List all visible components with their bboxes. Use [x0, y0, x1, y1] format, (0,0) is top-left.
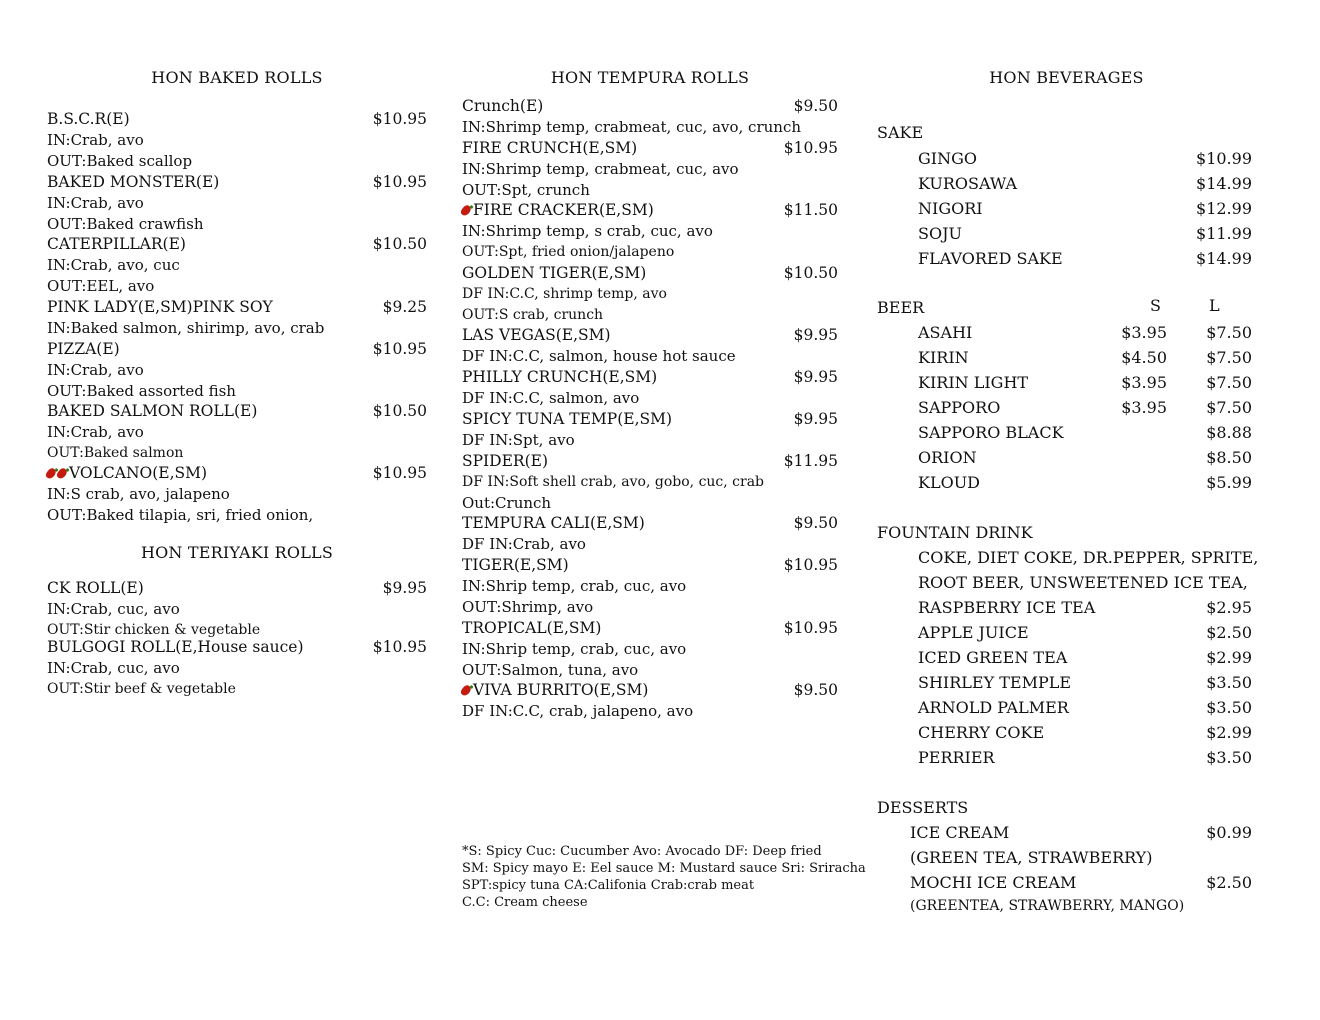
- out-label: OUT:: [47, 506, 87, 524]
- in-label: IN:: [47, 600, 71, 618]
- in-label: IN:: [47, 485, 71, 503]
- item-name: PHILLY CRUNCH: [462, 368, 603, 386]
- item-out: Crunch: [495, 494, 552, 512]
- drink-price-large: $7.50: [1206, 348, 1252, 367]
- sake-item: [877, 196, 1252, 221]
- out-label: OUT:: [47, 681, 84, 697]
- drink-price: $14.99: [1196, 174, 1252, 193]
- item-in: Shrimp temp, crabmeat, cuc, avo: [485, 160, 739, 178]
- drink-price-large: $8.88: [1206, 423, 1252, 442]
- out-label: OUT:: [47, 445, 84, 461]
- item-in: Shrimp temp, crabmeat, cuc, avo, crunch: [485, 118, 802, 136]
- in-label: DF IN:: [462, 535, 513, 553]
- item-price: $9.50: [793, 681, 838, 699]
- item-price: $10.95: [783, 139, 838, 157]
- item-price: $9.25: [382, 298, 427, 316]
- dessert-flavors-text: (GREEN TEA, STRAWBERRY): [910, 848, 1153, 867]
- chili-pepper-icon: [460, 204, 473, 218]
- drink-price: $3.50: [1206, 698, 1252, 717]
- item-out: Baked scallop: [86, 152, 193, 170]
- item-out: Baked salmon: [83, 445, 184, 461]
- drink-price-large: $7.50: [1206, 373, 1252, 392]
- item-tag: (E,SM)PINK SOY: [137, 298, 273, 316]
- item-price: $9.50: [793, 97, 838, 115]
- menu-item-spicy-tuna-temp: [462, 409, 838, 451]
- fountain-item: [877, 720, 1252, 745]
- menu-item-baked-salmon-roll: [47, 401, 427, 464]
- item-price: $10.50: [372, 402, 427, 420]
- in-label: DF IN:: [462, 347, 513, 365]
- item-name: CATERPILLAR: [47, 235, 163, 253]
- item-out: Salmon, tuna, avo: [501, 661, 639, 679]
- menu-item-tropical: [462, 618, 838, 681]
- sake-item: [877, 221, 1252, 246]
- drink-price: $2.99: [1206, 723, 1252, 742]
- menu-item-pizza: [47, 339, 427, 402]
- menu-item-spider: [462, 451, 838, 514]
- menu-item-tiger: [462, 555, 838, 618]
- item-tag: (E): [162, 235, 186, 253]
- item-name: TEMPURA CALI: [462, 514, 591, 532]
- in-label: IN:: [462, 118, 486, 136]
- item-name: TROPICAL: [462, 619, 547, 637]
- beer-small-size-label: S: [1150, 296, 1161, 315]
- menu-item-tempura-cali: [462, 513, 838, 555]
- beer-item: [877, 320, 1252, 345]
- item-in: Crab, cuc, avo: [70, 600, 180, 618]
- dessert-price: $0.99: [1206, 823, 1252, 842]
- item-in: Crab, avo: [512, 535, 586, 553]
- drink-name: KIRIN: [918, 348, 969, 367]
- out-label: OUT:: [47, 622, 84, 638]
- item-price: $10.95: [372, 110, 427, 128]
- item-in: Shrip temp, crab, cuc, avo: [485, 640, 687, 658]
- item-tag: (E,SM): [546, 619, 602, 637]
- chili-pepper-icon: [460, 684, 473, 698]
- sake-item: [877, 171, 1252, 196]
- menu-item-bulgogi-roll: [47, 637, 427, 700]
- item-tag: (E): [524, 452, 549, 470]
- beer-item: [877, 345, 1252, 370]
- item-in: C.C, shrimp temp, avo: [509, 286, 667, 302]
- drink-name: KLOUD: [918, 473, 981, 492]
- drink-price-large: $5.99: [1206, 473, 1252, 492]
- menu-item-viva-burrito: [462, 680, 838, 722]
- drink-price: $3.50: [1206, 673, 1252, 692]
- item-price: $9.95: [382, 579, 427, 597]
- menu-item-ck-roll: [47, 578, 427, 641]
- out-label: OUT:: [47, 382, 87, 400]
- in-label: IN:: [47, 319, 71, 337]
- dessert-flavors: [877, 894, 1252, 919]
- item-out: Stir chicken & vegetable: [83, 622, 261, 638]
- menu-item-crunch: [462, 96, 838, 138]
- item-name: SPIDER: [462, 452, 525, 470]
- item-price: $11.50: [783, 201, 838, 219]
- item-out: Spt, fried onion/jalapeno: [498, 244, 675, 260]
- item-price: $10.95: [372, 340, 427, 358]
- item-price: $11.95: [783, 452, 838, 470]
- drink-price: $2.95: [1206, 598, 1252, 617]
- dessert-item: [877, 870, 1252, 895]
- item-tag: (E): [519, 97, 544, 115]
- out-label: OUT:: [462, 181, 502, 199]
- drink-name: RASPBERRY ICE TEA: [918, 598, 1096, 617]
- item-in: Crab, avo: [70, 361, 144, 379]
- in-label: IN:: [47, 659, 71, 677]
- item-out: Baked tilapia, sri, fried onion,: [86, 506, 314, 524]
- item-name: TIGER: [462, 556, 514, 574]
- item-in: Crab, avo, cuc: [70, 256, 180, 274]
- fountain-item: [877, 745, 1252, 770]
- menu-item-fire-cracker: [462, 200, 838, 263]
- in-label: DF IN:: [462, 474, 510, 490]
- sake-item: [877, 146, 1252, 171]
- out-label: OUT:: [47, 152, 87, 170]
- drink-price: $2.99: [1206, 648, 1252, 667]
- fountain-item: [877, 595, 1252, 620]
- item-name: B.S.C.R: [47, 110, 107, 128]
- in-label: IN:: [47, 361, 71, 379]
- item-price: $9.95: [793, 410, 838, 428]
- item-name: PINK LADY: [47, 298, 138, 316]
- drink-price-large: $7.50: [1206, 323, 1252, 342]
- menu-item-bscr: [47, 109, 427, 172]
- item-in: Soft shell crab, avo, gobo, cuc, crab: [509, 474, 765, 490]
- item-tag: (E): [233, 402, 258, 420]
- item-name: LAS VEGAS: [462, 326, 556, 344]
- dessert-flavors-text: (GREENTEA, STRAWBERRY, MANGO): [910, 898, 1185, 914]
- item-name: Crunch: [462, 97, 520, 115]
- drink-price-small: $3.95: [1121, 373, 1167, 392]
- out-label: OUT:: [462, 661, 502, 679]
- drink-name: KUROSAWA: [918, 174, 1018, 193]
- drink-name: KIRIN LIGHT: [918, 373, 1029, 392]
- item-price: $10.95: [372, 638, 427, 656]
- baked-rolls-title: HON BAKED ROLLS: [151, 68, 323, 87]
- drink-name: ARNOLD PALMER: [918, 698, 1069, 717]
- beverages-title: HON BEVERAGES: [989, 68, 1144, 87]
- item-in: Spt, avo: [512, 431, 575, 449]
- item-out: EEL, avo: [86, 277, 155, 295]
- menu-item-caterpillar: [47, 234, 427, 297]
- item-out: Baked assorted fish: [86, 382, 236, 400]
- drink-name: ICED GREEN TEA: [918, 648, 1068, 667]
- fountain-item: [877, 570, 1252, 595]
- in-label: DF IN:: [462, 389, 513, 407]
- item-price: $10.50: [783, 264, 838, 282]
- menu-item-philly-crunch: [462, 367, 838, 409]
- item-tag: (E,SM): [513, 556, 569, 574]
- item-tag: (E,SM): [555, 326, 611, 344]
- item-price: $10.50: [372, 235, 427, 253]
- fountain-drink-heading: FOUNTAIN DRINK: [877, 523, 1033, 542]
- beer-item: [877, 370, 1252, 395]
- item-name: FIRE CRACKER: [473, 201, 599, 219]
- in-label: IN:: [47, 194, 71, 212]
- item-in: S crab, avo, jalapeno: [70, 485, 230, 503]
- menu-item-las-vegas: [462, 325, 838, 367]
- fountain-item: [877, 695, 1252, 720]
- item-tag: (E,SM): [617, 410, 673, 428]
- drink-name: FLAVORED SAKE: [918, 249, 1063, 268]
- fountain-item: [877, 645, 1252, 670]
- beer-heading: BEER: [877, 298, 925, 317]
- drink-price: $3.50: [1206, 748, 1252, 767]
- drink-name: GINGO: [918, 149, 977, 168]
- abbreviation-legend: [462, 843, 866, 911]
- in-label: DF IN:: [462, 431, 513, 449]
- item-price: $10.95: [372, 173, 427, 191]
- fountain-item: [877, 670, 1252, 695]
- item-out: Shrimp, avo: [501, 598, 594, 616]
- item-name: BAKED MONSTER: [47, 173, 196, 191]
- item-name: BAKED SALMON ROLL: [47, 402, 234, 420]
- item-in: C.C, salmon, house hot sauce: [512, 347, 736, 365]
- out-label: OUT:: [462, 244, 499, 260]
- in-label: IN:: [47, 131, 71, 149]
- beer-item: [877, 470, 1252, 495]
- item-price: $10.95: [372, 464, 427, 482]
- item-tag: (E): [195, 173, 220, 191]
- dessert-price: $2.50: [1206, 873, 1252, 892]
- drink-price-large: $8.50: [1206, 448, 1252, 467]
- menu-item-baked-monster: [47, 172, 427, 235]
- tempura-rolls-title: HON TEMPURA ROLLS: [550, 68, 750, 87]
- drink-price-small: $3.95: [1121, 398, 1167, 417]
- item-in: Shrip temp, crab, cuc, avo: [485, 577, 687, 595]
- item-tag: (E,SM): [590, 514, 645, 532]
- dessert-item: [877, 820, 1252, 845]
- item-tag: (E,SM): [591, 264, 647, 282]
- out-label: OUT:: [47, 277, 87, 295]
- dessert-name: ICE CREAM: [910, 823, 1010, 842]
- in-label: IN:: [462, 577, 486, 595]
- drink-price-large: $7.50: [1206, 398, 1252, 417]
- item-tag: (E,SM): [602, 368, 658, 386]
- teriyaki-rolls-title: HON TERIYAKI ROLLS: [140, 543, 334, 562]
- item-tag: (E): [120, 579, 144, 597]
- item-tag: (E,SM): [598, 201, 654, 219]
- item-name: PIZZA: [47, 340, 97, 358]
- drink-name: SAPPORO BLACK: [918, 423, 1064, 442]
- sake-heading: SAKE: [877, 123, 924, 142]
- item-name: BULGOGI ROLL: [47, 638, 176, 656]
- sake-item: [877, 246, 1252, 271]
- item-tag: (E,SM): [582, 139, 638, 157]
- in-label: IN:: [462, 222, 486, 240]
- in-label: DF IN:: [462, 702, 513, 720]
- drink-price-small: $3.95: [1121, 323, 1167, 342]
- drink-price-small: $4.50: [1121, 348, 1167, 367]
- menu-item-pink-lady: [47, 297, 427, 339]
- item-price: $10.95: [783, 619, 838, 637]
- drink-name: COKE, DIET COKE, DR.PEPPER, SPRITE,: [918, 548, 1259, 567]
- menu-item-volcano: [47, 463, 427, 526]
- item-in: Crab, avo: [70, 423, 144, 441]
- dessert-flavors: [877, 845, 1252, 870]
- legend-line: *S: Spicy Cuc: Cucumber Avo: Avocado DF: Deep fried: [462, 844, 822, 859]
- in-label: IN:: [47, 256, 71, 274]
- item-in: Crab, avo: [70, 131, 144, 149]
- drink-price: $11.99: [1196, 224, 1252, 243]
- item-name: GOLDEN TIGER: [462, 264, 592, 282]
- item-in: Shrimp temp, s crab, cuc, avo: [485, 222, 713, 240]
- dessert-name: MOCHI ICE CREAM: [910, 873, 1077, 892]
- item-name: VIVA BURRITO: [473, 681, 594, 699]
- item-price: $9.95: [793, 326, 838, 344]
- drink-price: $12.99: [1196, 199, 1252, 218]
- beer-large-size-label: L: [1209, 296, 1220, 315]
- desserts-heading: DESSERTS: [877, 798, 969, 817]
- menu-item-fire-crunch: [462, 138, 838, 201]
- item-name: CK ROLL: [47, 579, 121, 597]
- item-in: Crab, avo: [70, 194, 144, 212]
- out-label: Out:: [462, 494, 496, 512]
- drink-name: ASAHI: [918, 323, 973, 342]
- item-out: Baked crawfish: [86, 215, 204, 233]
- fountain-item: [877, 620, 1252, 645]
- drink-name: NIGORI: [918, 199, 983, 218]
- menu-item-golden-tiger: [462, 263, 838, 326]
- item-tag: (E,SM): [152, 464, 208, 482]
- drink-name: PERRIER: [918, 748, 995, 767]
- beer-item: [877, 445, 1252, 470]
- drink-name: CHERRY COKE: [918, 723, 1045, 742]
- fountain-item: [877, 545, 1259, 570]
- chili-pepper-icon: [45, 467, 58, 481]
- drink-price: $14.99: [1196, 249, 1252, 268]
- item-out: S crab, crunch: [498, 307, 604, 323]
- item-name: VOLCANO: [69, 464, 153, 482]
- out-label: OUT:: [462, 307, 499, 323]
- out-label: OUT:: [462, 598, 502, 616]
- drink-price: $10.99: [1196, 149, 1252, 168]
- in-label: IN:: [462, 640, 486, 658]
- legend-line: SM: Spicy mayo E: Eel sauce M: Mustard sauce Sri: Sriracha: [462, 861, 866, 876]
- item-tag: (E,House sauce): [175, 638, 304, 656]
- out-label: OUT:: [47, 215, 87, 233]
- drink-name: APPLE JUICE: [918, 623, 1029, 642]
- drink-name: SHIRLEY TEMPLE: [918, 673, 1072, 692]
- beer-item: [877, 395, 1252, 420]
- drink-price: $2.50: [1206, 623, 1252, 642]
- item-in: Baked salmon, shirimp, avo, crab: [70, 319, 325, 337]
- item-name: SPICY TUNA TEMP: [462, 410, 618, 428]
- in-label: IN:: [462, 160, 486, 178]
- item-out: Spt, crunch: [501, 181, 590, 199]
- legend-line: C.C: Cream cheese: [462, 895, 588, 910]
- item-out: Stir beef & vegetable: [83, 681, 236, 697]
- item-tag: (E): [106, 110, 130, 128]
- item-name: FIRE CRUNCH: [462, 139, 583, 157]
- drink-name: SOJU: [918, 224, 962, 243]
- item-price: $9.50: [793, 514, 838, 532]
- item-price: $10.95: [783, 556, 838, 574]
- in-label: IN:: [47, 423, 71, 441]
- item-tag: (E): [96, 340, 120, 358]
- item-in: C.C, crab, jalapeno, avo: [512, 702, 694, 720]
- drink-name: SAPPORO: [918, 398, 1001, 417]
- in-label: DF IN:: [462, 286, 510, 302]
- item-in: C.C, salmon, avo: [512, 389, 640, 407]
- item-tag: (E,SM): [593, 681, 649, 699]
- item-in: Crab, cuc, avo: [70, 659, 180, 677]
- beer-item: [877, 420, 1252, 445]
- legend-line: SPT:spicy tuna CA:Califonia Crab:crab meat: [462, 878, 755, 893]
- item-price: $9.95: [793, 368, 838, 386]
- drink-name: ORION: [918, 448, 977, 467]
- drink-name: ROOT BEER, UNSWEETENED ICE TEA,: [918, 573, 1248, 592]
